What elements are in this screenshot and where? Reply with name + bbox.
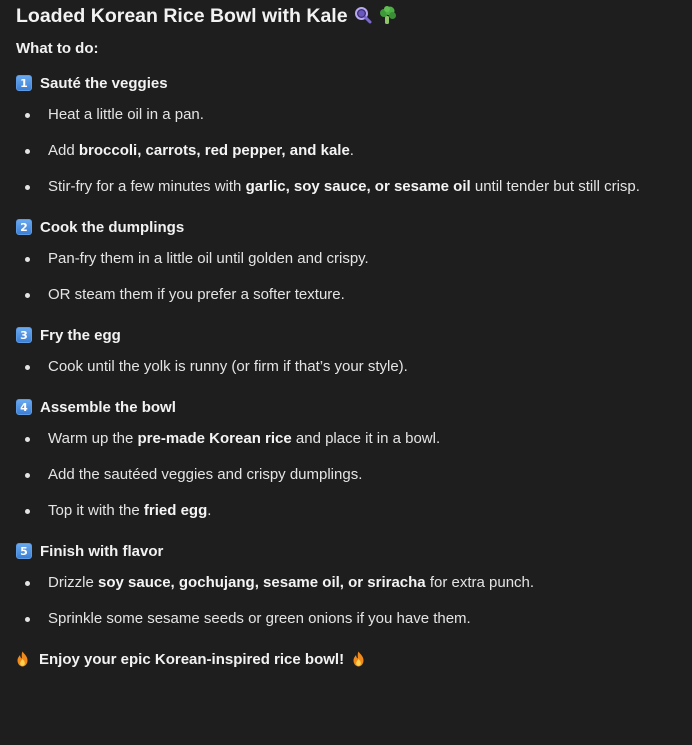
number-keycap-icon: 1: [16, 75, 32, 91]
magnifier-icon: [354, 6, 372, 27]
item-text: Stir-fry for a few minutes with: [48, 178, 246, 195]
step-section: [16, 397, 692, 529]
list-item: [16, 133, 692, 169]
step-heading: Finish with flavor: [40, 542, 164, 560]
item-text: Warm up the: [48, 430, 138, 447]
number-keycap-icon: 2: [16, 219, 32, 235]
item-text: until tender but still crisp.: [470, 178, 640, 195]
item-text: Heat a little oil in a pan.: [48, 106, 204, 123]
step-bullet-list: [16, 241, 692, 313]
step-heading-row: [16, 217, 692, 237]
item-text: Pan-fry them in a little oil until golden and crispy.: [48, 250, 369, 267]
step-bullet-list: [16, 565, 692, 637]
fire-icon: [352, 651, 365, 667]
closing-text: Enjoy your epic Korean-inspired rice bowl!: [39, 650, 345, 668]
step-heading: Assemble the bowl: [40, 398, 176, 416]
item-text: for extra punch.: [425, 574, 535, 591]
broccoli-icon: [378, 5, 398, 28]
recipe-title-row: [16, 3, 692, 29]
item-text: Cook until the yolk is runny (or firm if that’s your style).: [48, 358, 408, 375]
list-item: [16, 565, 692, 601]
step-heading: Fry the egg: [40, 326, 121, 344]
item-text: Sprinkle some sesame seeds or green onions if you have them.: [48, 610, 471, 627]
step-heading-row: [16, 325, 692, 345]
bold-text: garlic, soy sauce, or sesame oil: [245, 178, 471, 195]
list-item: [16, 241, 692, 277]
list-item: [16, 169, 692, 205]
item-text: and place it in a bowl.: [291, 430, 441, 447]
bold-text: broccoli, carrots, red pepper, and kale: [78, 142, 350, 159]
step-section: [16, 541, 692, 637]
bold-text: soy sauce, gochujang, sesame oil, or sriracha: [98, 574, 426, 591]
page-title: Loaded Korean Rice Bowl with Kale: [16, 5, 348, 27]
list-item: [16, 349, 692, 385]
list-item: [16, 277, 692, 313]
step-heading: Sauté the veggies: [40, 74, 168, 92]
item-text: Add: [48, 142, 79, 159]
list-item: [16, 97, 692, 133]
item-text: OR steam them if you prefer a softer texture.: [48, 286, 345, 303]
list-item: [16, 457, 692, 493]
step-heading: Cook the dumplings: [40, 218, 185, 236]
step-heading-row: [16, 73, 692, 93]
bold-text: pre-made Korean rice: [137, 430, 292, 447]
item-text: Drizzle: [48, 574, 99, 591]
item-text: .: [349, 142, 354, 159]
step-section: [16, 325, 692, 385]
item-text: Add the sautéed veggies and crispy dumplings.: [48, 466, 363, 483]
instructions-lead: What to do:: [16, 40, 99, 57]
bold-text: fried egg: [143, 502, 208, 519]
step-section: [16, 217, 692, 313]
list-item: [16, 601, 692, 637]
steps-list: [16, 73, 692, 637]
number-keycap-icon: 5: [16, 543, 32, 559]
fire-icon: [16, 651, 29, 667]
number-keycap-icon: 4: [16, 399, 32, 415]
item-text: Top it with the: [48, 502, 144, 519]
step-bullet-list: [16, 421, 692, 529]
step-section: [16, 73, 692, 205]
number-keycap-icon: 3: [16, 327, 32, 343]
step-heading-row: [16, 397, 692, 417]
step-bullet-list: [16, 349, 692, 385]
closing-line: [16, 649, 692, 669]
list-item: [16, 493, 692, 529]
item-text: .: [207, 502, 212, 519]
list-item: [16, 421, 692, 457]
step-heading-row: [16, 541, 692, 561]
step-bullet-list: [16, 97, 692, 205]
